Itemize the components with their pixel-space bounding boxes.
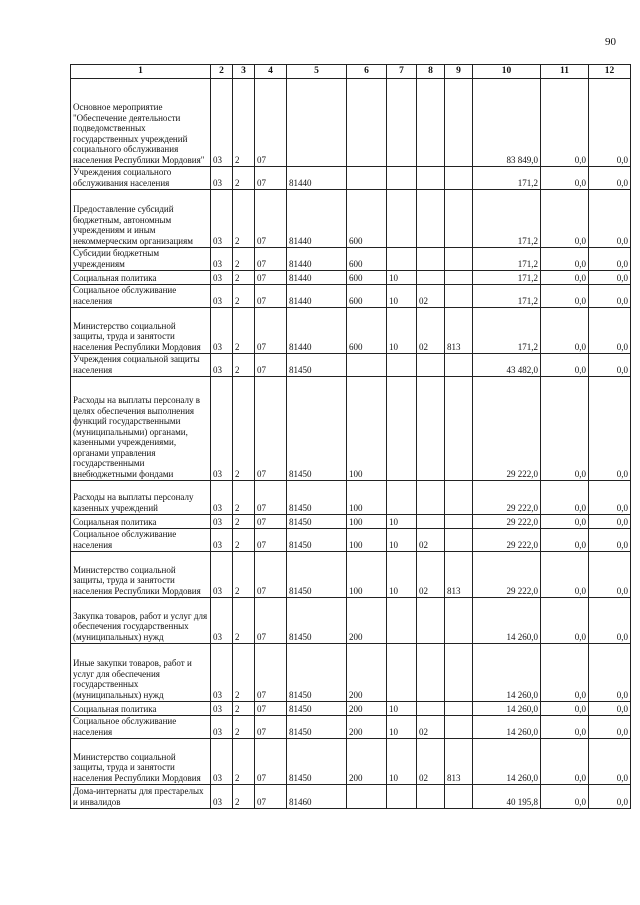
cell-col-3: 2 (233, 739, 255, 785)
cell-col-3: 2 (233, 79, 255, 167)
cell-col-10: 83 849,0 (473, 79, 541, 167)
cell-col-5: 81440 (287, 167, 347, 190)
cell-col-12: 0,0 (589, 702, 631, 716)
cell-col-10: 29 222,0 (473, 515, 541, 529)
cell-col-10: 29 222,0 (473, 529, 541, 552)
row-name-cell: Социальная политика (71, 271, 211, 285)
cell-col-8 (417, 515, 445, 529)
cell-col-5: 81450 (287, 716, 347, 739)
cell-col-4: 07 (255, 598, 287, 644)
cell-col-12: 0,0 (589, 481, 631, 515)
cell-col-7 (387, 79, 417, 167)
cell-col-5: 81450 (287, 598, 347, 644)
cell-col-10: 171,2 (473, 271, 541, 285)
cell-col-5 (287, 79, 347, 167)
cell-col-6: 200 (347, 716, 387, 739)
cell-col-2: 03 (211, 167, 233, 190)
row-name-cell: Министерство социальной защиты, труда и занятости населения Республики Мордовия (71, 308, 211, 354)
cell-col-10: 171,2 (473, 167, 541, 190)
cell-col-3: 2 (233, 377, 255, 481)
cell-col-7: 10 (387, 702, 417, 716)
cell-col-10: 14 260,0 (473, 716, 541, 739)
row-name-cell: Иные закупки товаров, работ и услуг для обеспечения государственных (муниципальных) нужд (71, 644, 211, 702)
cell-col-9 (445, 702, 473, 716)
cell-col-5: 81440 (287, 285, 347, 308)
cell-col-2: 03 (211, 644, 233, 702)
cell-col-2: 03 (211, 529, 233, 552)
cell-col-10: 29 222,0 (473, 552, 541, 598)
table-row (71, 308, 631, 354)
cell-col-9 (445, 271, 473, 285)
cell-col-3: 2 (233, 644, 255, 702)
cell-col-7 (387, 248, 417, 271)
cell-col-12: 0,0 (589, 552, 631, 598)
cell-col-6: 600 (347, 271, 387, 285)
cell-col-10: 171,2 (473, 190, 541, 248)
cell-col-9 (445, 598, 473, 644)
cell-col-7: 10 (387, 271, 417, 285)
cell-col-2: 03 (211, 716, 233, 739)
cell-col-6: 200 (347, 739, 387, 785)
cell-col-6: 100 (347, 377, 387, 481)
cell-col-7 (387, 481, 417, 515)
table-row (71, 481, 631, 515)
cell-col-7: 10 (387, 716, 417, 739)
cell-col-12: 0,0 (589, 785, 631, 809)
table-body (71, 79, 631, 809)
table-row (71, 529, 631, 552)
cell-col-12: 0,0 (589, 167, 631, 190)
cell-col-3: 2 (233, 785, 255, 809)
cell-col-4: 07 (255, 271, 287, 285)
cell-col-4: 07 (255, 248, 287, 271)
cell-col-5: 81450 (287, 354, 347, 377)
cell-col-10: 29 222,0 (473, 377, 541, 481)
cell-col-10: 43 482,0 (473, 354, 541, 377)
cell-col-2: 03 (211, 785, 233, 809)
table-row (71, 515, 631, 529)
row-name-cell: Социальное обслуживание населения (71, 529, 211, 552)
table-row (71, 644, 631, 702)
cell-col-8 (417, 190, 445, 248)
cell-col-5: 81450 (287, 529, 347, 552)
table-row (71, 79, 631, 167)
cell-col-9 (445, 481, 473, 515)
cell-col-2: 03 (211, 515, 233, 529)
cell-col-10: 29 222,0 (473, 481, 541, 515)
cell-col-4: 07 (255, 702, 287, 716)
cell-col-9: 813 (445, 552, 473, 598)
cell-col-2: 03 (211, 377, 233, 481)
cell-col-4: 07 (255, 79, 287, 167)
column-header-6: 6 (347, 65, 387, 79)
row-name-cell: Министерство социальной защиты, труда и занятости населения Республики Мордовия (71, 739, 211, 785)
cell-col-2: 03 (211, 271, 233, 285)
cell-col-6 (347, 785, 387, 809)
row-name-cell: Социальное обслуживание населения (71, 716, 211, 739)
cell-col-12: 0,0 (589, 515, 631, 529)
cell-col-8 (417, 271, 445, 285)
cell-col-8 (417, 248, 445, 271)
row-name-cell: Учреждения социальной защиты населения (71, 354, 211, 377)
cell-col-7: 10 (387, 285, 417, 308)
cell-col-11: 0,0 (541, 515, 589, 529)
cell-col-10: 171,2 (473, 248, 541, 271)
column-header-8: 8 (417, 65, 445, 79)
cell-col-9 (445, 190, 473, 248)
row-name-cell: Учреждения социального обслуживания населения (71, 167, 211, 190)
cell-col-11: 0,0 (541, 354, 589, 377)
cell-col-2: 03 (211, 552, 233, 598)
cell-col-5: 81440 (287, 190, 347, 248)
cell-col-4: 07 (255, 552, 287, 598)
cell-col-2: 03 (211, 354, 233, 377)
column-header-5: 5 (287, 65, 347, 79)
cell-col-12: 0,0 (589, 716, 631, 739)
table-row (71, 739, 631, 785)
table-row (71, 377, 631, 481)
cell-col-3: 2 (233, 716, 255, 739)
cell-col-11: 0,0 (541, 79, 589, 167)
cell-col-11: 0,0 (541, 716, 589, 739)
cell-col-7 (387, 190, 417, 248)
column-header-2: 2 (211, 65, 233, 79)
row-name-cell: Дома-интернаты для престарелых и инвалидов (71, 785, 211, 809)
row-name-cell: Расходы на выплаты персоналу казенных учреждений (71, 481, 211, 515)
cell-col-2: 03 (211, 739, 233, 785)
table-row (71, 716, 631, 739)
cell-col-8: 02 (417, 552, 445, 598)
cell-col-8: 02 (417, 739, 445, 785)
cell-col-12: 0,0 (589, 354, 631, 377)
cell-col-5: 81450 (287, 739, 347, 785)
cell-col-10: 14 260,0 (473, 702, 541, 716)
cell-col-4: 07 (255, 285, 287, 308)
cell-col-7 (387, 354, 417, 377)
cell-col-7: 10 (387, 515, 417, 529)
column-header-12: 12 (589, 65, 631, 79)
cell-col-6: 200 (347, 702, 387, 716)
cell-col-12: 0,0 (589, 285, 631, 308)
cell-col-7: 10 (387, 739, 417, 785)
table-row (71, 785, 631, 809)
cell-col-12: 0,0 (589, 79, 631, 167)
budget-table (70, 64, 631, 809)
column-header-9: 9 (445, 65, 473, 79)
column-header-1: 1 (71, 65, 211, 79)
cell-col-4: 07 (255, 167, 287, 190)
cell-col-10: 171,2 (473, 285, 541, 308)
cell-col-2: 03 (211, 285, 233, 308)
column-header-3: 3 (233, 65, 255, 79)
cell-col-6: 100 (347, 481, 387, 515)
cell-col-7: 10 (387, 529, 417, 552)
column-header-7: 7 (387, 65, 417, 79)
cell-col-4: 07 (255, 190, 287, 248)
cell-col-2: 03 (211, 702, 233, 716)
cell-col-2: 03 (211, 248, 233, 271)
cell-col-8 (417, 481, 445, 515)
cell-col-8: 02 (417, 716, 445, 739)
cell-col-8 (417, 377, 445, 481)
cell-col-5: 81450 (287, 552, 347, 598)
cell-col-5: 81450 (287, 377, 347, 481)
cell-col-9 (445, 785, 473, 809)
cell-col-7: 10 (387, 552, 417, 598)
cell-col-6 (347, 167, 387, 190)
cell-col-12: 0,0 (589, 190, 631, 248)
cell-col-11: 0,0 (541, 167, 589, 190)
row-name-cell: Расходы на выплаты персоналу в целях обеспечения выполнения функций государственными (муниципальными) органами, казенными учреждениями, органами управления государственными внебюджетными фондами (71, 377, 211, 481)
row-name-cell: Субсидии бюджетным учреждениям (71, 248, 211, 271)
cell-col-6 (347, 354, 387, 377)
cell-col-4: 07 (255, 354, 287, 377)
cell-col-8 (417, 79, 445, 167)
cell-col-10: 14 260,0 (473, 739, 541, 785)
cell-col-5: 81460 (287, 785, 347, 809)
cell-col-5: 81450 (287, 515, 347, 529)
cell-col-7: 10 (387, 308, 417, 354)
cell-col-9 (445, 644, 473, 702)
cell-col-3: 2 (233, 552, 255, 598)
row-name-cell: Закупка товаров, работ и услуг для обеспечения государственных (муниципальных) нужд (71, 598, 211, 644)
cell-col-4: 07 (255, 529, 287, 552)
cell-col-2: 03 (211, 598, 233, 644)
column-header-10: 10 (473, 65, 541, 79)
table-row (71, 552, 631, 598)
cell-col-6: 100 (347, 552, 387, 598)
cell-col-6: 600 (347, 285, 387, 308)
cell-col-3: 2 (233, 529, 255, 552)
page-number: 90 (605, 36, 616, 48)
cell-col-8 (417, 644, 445, 702)
cell-col-11: 0,0 (541, 598, 589, 644)
cell-col-9 (445, 248, 473, 271)
cell-col-8: 02 (417, 285, 445, 308)
cell-col-5: 81440 (287, 271, 347, 285)
cell-col-2: 03 (211, 308, 233, 354)
cell-col-8: 02 (417, 529, 445, 552)
row-name-cell: Социальная политика (71, 515, 211, 529)
cell-col-6 (347, 79, 387, 167)
cell-col-11: 0,0 (541, 785, 589, 809)
cell-col-3: 2 (233, 598, 255, 644)
cell-col-11: 0,0 (541, 308, 589, 354)
table-row (71, 598, 631, 644)
table-row (71, 271, 631, 285)
table-row (71, 354, 631, 377)
cell-col-10: 14 260,0 (473, 644, 541, 702)
cell-col-12: 0,0 (589, 529, 631, 552)
cell-col-2: 03 (211, 481, 233, 515)
cell-col-3: 2 (233, 515, 255, 529)
cell-col-3: 2 (233, 167, 255, 190)
cell-col-8 (417, 354, 445, 377)
cell-col-5: 81450 (287, 702, 347, 716)
cell-col-11: 0,0 (541, 644, 589, 702)
cell-col-4: 07 (255, 716, 287, 739)
cell-col-7 (387, 644, 417, 702)
cell-col-11: 0,0 (541, 285, 589, 308)
cell-col-9 (445, 79, 473, 167)
cell-col-6: 600 (347, 190, 387, 248)
row-name-cell: Социальное обслуживание населения (71, 285, 211, 308)
row-name-cell: Предоставление субсидий бюджетным, автономным учреждениям и иным некоммерческим организациям (71, 190, 211, 248)
cell-col-10: 40 195,8 (473, 785, 541, 809)
cell-col-10: 171,2 (473, 308, 541, 354)
header-row (71, 65, 631, 79)
cell-col-12: 0,0 (589, 308, 631, 354)
cell-col-4: 07 (255, 481, 287, 515)
cell-col-10: 14 260,0 (473, 598, 541, 644)
cell-col-9: 813 (445, 739, 473, 785)
cell-col-3: 2 (233, 285, 255, 308)
cell-col-8: 02 (417, 308, 445, 354)
cell-col-9 (445, 167, 473, 190)
cell-col-4: 07 (255, 515, 287, 529)
cell-col-8 (417, 598, 445, 644)
cell-col-3: 2 (233, 271, 255, 285)
table-row (71, 285, 631, 308)
table-row (71, 190, 631, 248)
cell-col-12: 0,0 (589, 377, 631, 481)
cell-col-2: 03 (211, 190, 233, 248)
cell-col-4: 07 (255, 739, 287, 785)
cell-col-7 (387, 167, 417, 190)
cell-col-3: 2 (233, 481, 255, 515)
cell-col-8 (417, 785, 445, 809)
cell-col-3: 2 (233, 702, 255, 716)
cell-col-4: 07 (255, 644, 287, 702)
cell-col-3: 2 (233, 354, 255, 377)
cell-col-7 (387, 377, 417, 481)
cell-col-2: 03 (211, 79, 233, 167)
cell-col-6: 600 (347, 308, 387, 354)
cell-col-5: 81450 (287, 481, 347, 515)
cell-col-11: 0,0 (541, 702, 589, 716)
cell-col-4: 07 (255, 785, 287, 809)
table-row (71, 167, 631, 190)
cell-col-6: 100 (347, 515, 387, 529)
column-header-4: 4 (255, 65, 287, 79)
cell-col-11: 0,0 (541, 271, 589, 285)
cell-col-11: 0,0 (541, 739, 589, 785)
cell-col-6: 200 (347, 598, 387, 644)
cell-col-4: 07 (255, 377, 287, 481)
cell-col-12: 0,0 (589, 271, 631, 285)
cell-col-12: 0,0 (589, 644, 631, 702)
table-row (71, 248, 631, 271)
cell-col-8 (417, 167, 445, 190)
cell-col-12: 0,0 (589, 739, 631, 785)
row-name-cell: Основное мероприятие "Обеспечение деятельности подведомственных государственных учреждений социального обслуживания населения Республики Мордовия" (71, 79, 211, 167)
cell-col-5: 81440 (287, 308, 347, 354)
cell-col-11: 0,0 (541, 481, 589, 515)
cell-col-3: 2 (233, 308, 255, 354)
cell-col-7 (387, 598, 417, 644)
cell-col-3: 2 (233, 248, 255, 271)
cell-col-11: 0,0 (541, 377, 589, 481)
cell-col-9 (445, 285, 473, 308)
cell-col-3: 2 (233, 190, 255, 248)
cell-col-5: 81440 (287, 248, 347, 271)
cell-col-6: 600 (347, 248, 387, 271)
table-row (71, 702, 631, 716)
cell-col-11: 0,0 (541, 552, 589, 598)
cell-col-9 (445, 354, 473, 377)
cell-col-12: 0,0 (589, 598, 631, 644)
cell-col-11: 0,0 (541, 529, 589, 552)
cell-col-9: 813 (445, 308, 473, 354)
cell-col-11: 0,0 (541, 190, 589, 248)
cell-col-6: 100 (347, 529, 387, 552)
cell-col-9 (445, 716, 473, 739)
row-name-cell: Социальная политика (71, 702, 211, 716)
cell-col-6: 200 (347, 644, 387, 702)
cell-col-9 (445, 529, 473, 552)
cell-col-5: 81450 (287, 644, 347, 702)
cell-col-8 (417, 702, 445, 716)
cell-col-12: 0,0 (589, 248, 631, 271)
cell-col-11: 0,0 (541, 248, 589, 271)
cell-col-4: 07 (255, 308, 287, 354)
cell-col-9 (445, 515, 473, 529)
cell-col-9 (445, 377, 473, 481)
cell-col-7 (387, 785, 417, 809)
column-header-11: 11 (541, 65, 589, 79)
row-name-cell: Министерство социальной защиты, труда и занятости населения Республики Мордовия (71, 552, 211, 598)
